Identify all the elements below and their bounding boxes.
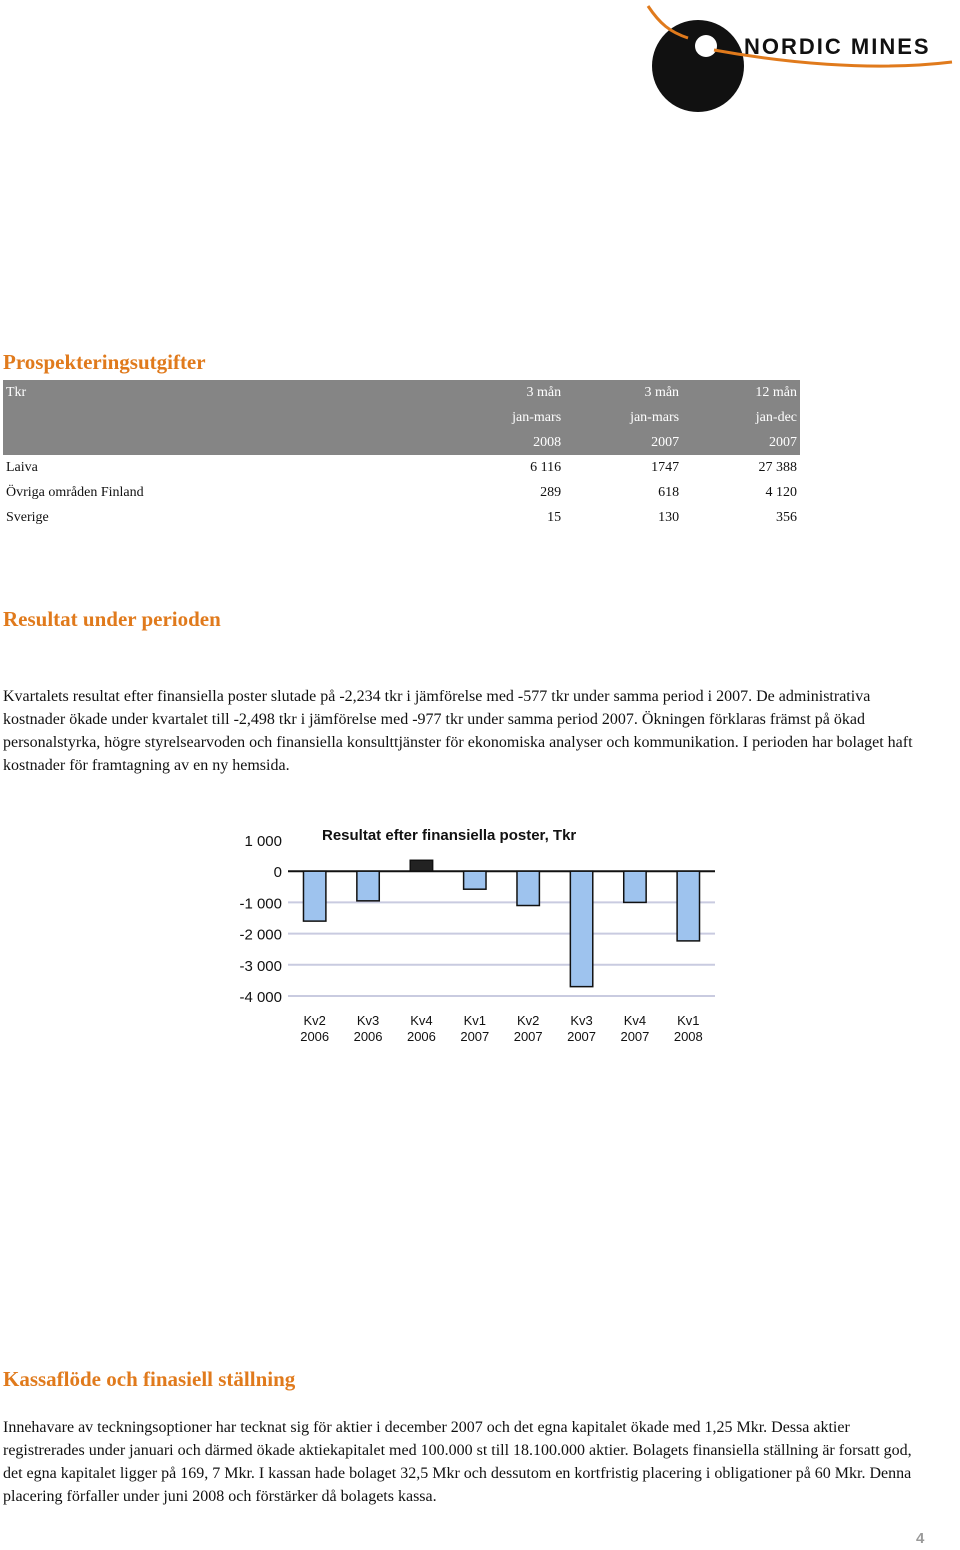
table-row (3, 505, 800, 530)
logo-text: NORDIC MINES (744, 34, 931, 59)
table-header-row (3, 380, 800, 405)
x-tick-label: 2007 (513, 1029, 543, 1044)
x-tick-label: 2007 (567, 1029, 597, 1044)
header-cell: jan-dec (682, 405, 800, 430)
bar (357, 871, 379, 901)
x-tick-label: 2008 (673, 1029, 703, 1044)
x-tick-label: Kv2 (516, 1013, 540, 1028)
y-tick-label: 0 (273, 864, 282, 882)
table-header-row (3, 430, 800, 455)
chart-svg (230, 820, 720, 1050)
table-cell: 15 (547, 509, 562, 525)
x-tick-label: Kv3 (570, 1013, 593, 1028)
header-cell (3, 405, 446, 430)
resultat-paragraph: Kvartalets resultat efter finansiella poster slutade på -2,234 tkr i jämförelse med -577 tkr under samma period i 2007. De administrativa kostnader ökade under kvartalet till -2,498 tkr i jämförelse med -977 tkr under samma period 2007. Ökningen förklaras främst på ökad personalstyrka, högre styrelsearvoden och finansiella konsulttjänster för ekonomiska analyser och kommunikation. I perioden har bolaget haft kostnader för framtagning av en ny hemsida. (3, 688, 913, 774)
y-tick-label: -2 000 (239, 926, 282, 944)
table-cell: 618 (658, 484, 680, 500)
table-cell: 27 388 (758, 459, 797, 475)
bar (303, 871, 325, 921)
logo-mark (640, 4, 955, 116)
x-tick-label: 2006 (300, 1029, 330, 1044)
y-tick-label: -1 000 (239, 895, 282, 913)
x-tick-label: Kv2 (303, 1013, 326, 1028)
x-tick-label: 2007 (620, 1029, 650, 1044)
table-row (3, 455, 800, 480)
x-tick-label: Kv1 (463, 1013, 487, 1028)
bar (410, 860, 432, 871)
x-tick-label: 2007 (460, 1029, 490, 1044)
kassaflode-heading: Kassaflöde och finasiell ställning (3, 1367, 296, 1391)
header-cell: 2008 (446, 430, 564, 455)
x-tick-label: 2006 (406, 1029, 436, 1044)
page-number: 4 (916, 1530, 925, 1547)
resultat-text (3, 685, 933, 777)
table-cell: 6 116 (530, 459, 562, 475)
table-cell: Laiva (6, 459, 38, 475)
table-cell: 289 (540, 484, 562, 500)
table-row (3, 480, 800, 505)
header-cell: 3 mån (564, 380, 682, 405)
header-cell: 2007 (564, 430, 682, 455)
bar (517, 871, 539, 905)
bar (624, 871, 646, 902)
header-cell: jan-mars (446, 405, 564, 430)
prospektering-table (3, 380, 800, 530)
header-cell (3, 430, 446, 455)
x-tick-label: Kv3 (356, 1013, 380, 1028)
nordic-mines-logo (640, 4, 955, 116)
table-header-row (3, 405, 800, 430)
bar (570, 871, 592, 986)
header-cell: jan-mars (564, 405, 682, 430)
header-cell: 12 mån (682, 380, 800, 405)
table-cell: Övriga områden Finland (6, 484, 144, 500)
y-tick-label: -4 000 (239, 989, 282, 1006)
header-cell: Tkr (3, 380, 446, 405)
y-tick-label: 1 000 (244, 833, 282, 850)
bar (464, 871, 486, 889)
prospektering-heading: Prospekteringsutgifter (3, 350, 206, 374)
bar (677, 871, 699, 941)
resultat-chart (230, 820, 720, 1050)
chart-title: Resultat efter finansiella poster, Tkr (322, 827, 577, 844)
table-cell: 1747 (651, 459, 680, 475)
y-tick-label: -3 000 (239, 957, 282, 975)
kassaflode-text (3, 1416, 933, 1508)
header-cell: 3 mån (446, 380, 564, 405)
table-cell: Sverige (6, 509, 49, 525)
x-tick-label: 2006 (353, 1029, 383, 1044)
x-tick-label: Kv1 (677, 1013, 700, 1028)
table-cell: 356 (776, 509, 797, 525)
resultat-heading: Resultat under perioden (3, 607, 221, 631)
header-cell: 2007 (682, 430, 800, 455)
table-cell: 130 (658, 509, 680, 525)
table-cell: 4 120 (765, 484, 797, 500)
x-tick-label: Kv4 (623, 1013, 647, 1028)
x-tick-label: Kv4 (410, 1013, 433, 1028)
kassaflode-paragraph: Innehavare av teckningsoptioner har tecknat sig för aktier i december 2007 och det egna kapitalet ökade med 1,25 Mkr. Dessa aktier registrerades under januari och därmed ökade aktiekapitalet med 100.000 st till 18.100.000 aktier. Bolagets finansiella ställning är forsatt god, det egna kapitalet ligger på 169, 7 Mkr. I kassan hade bolaget 32,5 Mkr och dessutom en kortfristig placering i obligationer på 60 Mkr. Denna placering förfaller under juni 2008 och förstärker då bolagets kassa. (3, 1419, 912, 1505)
